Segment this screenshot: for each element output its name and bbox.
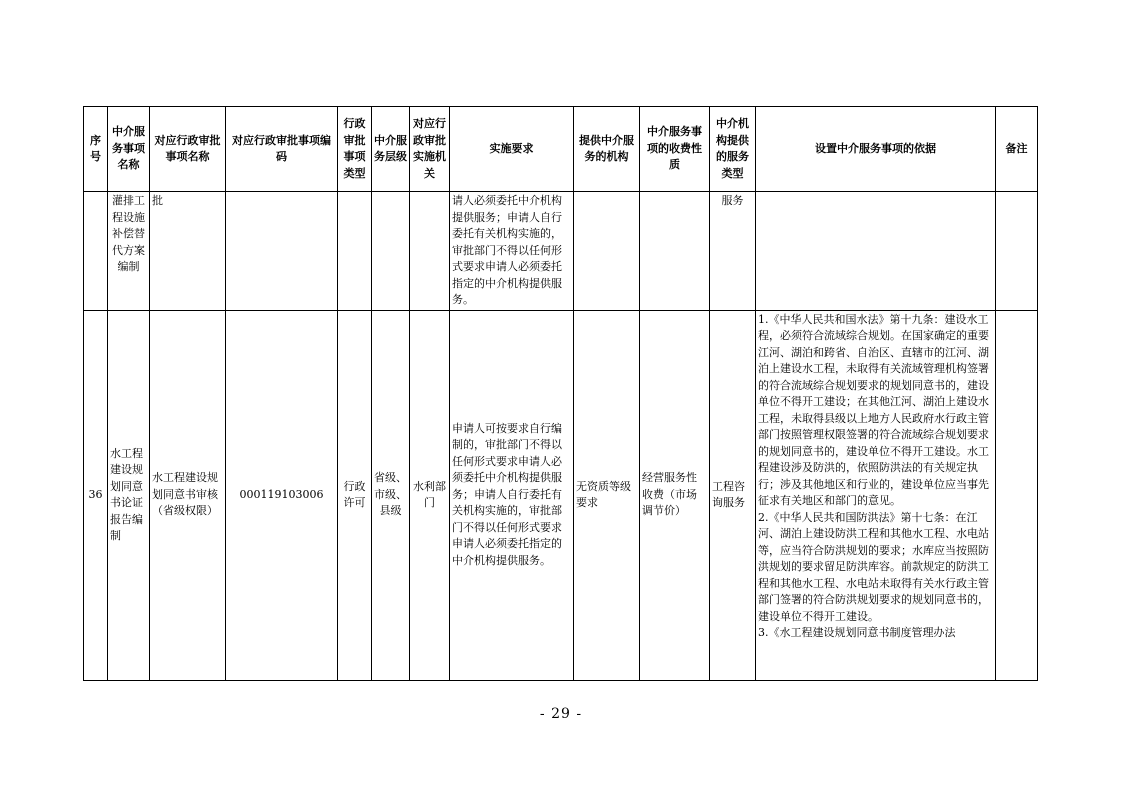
table-row	[84, 310, 1038, 680]
cell-service-type: 工程咨询服务	[710, 310, 756, 680]
cell-basis	[756, 310, 996, 680]
cell-approval-name: 批	[150, 192, 226, 311]
cell-provider: 无资质等级要求	[574, 310, 640, 680]
cell-approval-code	[226, 192, 338, 311]
cell-authority: 水利部门	[410, 310, 450, 680]
header-approval-name: 对应行政审批事项名称	[150, 107, 226, 192]
header-basis: 设置中介服务事项的依据	[756, 107, 996, 192]
header-service-type: 中介机构提供的服务类型	[710, 107, 756, 192]
cell-index	[84, 192, 108, 311]
cell-fee-nature	[640, 192, 710, 311]
cell-service-level	[372, 192, 410, 311]
intermediary-service-table	[83, 106, 1038, 681]
header-remark: 备注	[996, 107, 1038, 192]
cell-service-name: 水工程建设规划同意书论证报告编制	[108, 310, 150, 680]
header-authority: 对应行政审批实施机关	[410, 107, 450, 192]
header-fee-nature: 中介服务事项的收费性质	[640, 107, 710, 192]
header-row	[84, 107, 1038, 192]
header-provider: 提供中介服务的机构	[574, 107, 640, 192]
header-service-name: 中介服务事项名称	[108, 107, 150, 192]
header-service-level: 中介服务层级	[372, 107, 410, 192]
cell-service-type: 服务	[710, 192, 756, 311]
page-number: - 29 -	[539, 706, 583, 722]
cell-approval-code: 000119103006	[226, 310, 338, 680]
header-index: 序号	[84, 107, 108, 192]
cell-requirements: 申请人可按要求自行编制的，审批部门不得以任何形式要求申请人必须委托中介机构提供服务；申请人自行委托有关机构实施的，审批部门不得以任何形式要求申请人必须委托指定的中介机构提供服务。	[450, 310, 574, 680]
header-approval-type: 行政审批事项类型	[338, 107, 372, 192]
cell-service-name: 灌排工程设施补偿替代方案编制	[108, 192, 150, 311]
cell-approval-type	[338, 192, 372, 311]
cell-approval-type: 行政许可	[338, 310, 372, 680]
cell-service-level: 省级、市级、县级	[372, 310, 410, 680]
cell-authority	[410, 192, 450, 311]
cell-remark	[996, 192, 1038, 311]
cell-requirements: 请人必须委托中介机构提供服务；申请人自行委托有关机构实施的，审批部门不得以任何形式要求申请人必须委托指定的中介机构提供服务。	[450, 192, 574, 311]
cell-remark	[996, 310, 1038, 680]
cell-provider	[574, 192, 640, 311]
basis-item-flood-law: 2.《中华人民共和国防洪法》第十七条：在江河、湖泊上建设防洪工程和其他水工程、水电站等，应当符合防洪规划的要求；水库应当按照防洪规划的要求留足防洪库容。前款规定的防洪工程和其他水工程、水电站未取得有关水行政主管部门签署的符合防洪规划要求的规划同意书的，建设单位不得开工建设。	[758, 510, 989, 623]
header-approval-code: 对应行政审批事项编码	[226, 107, 338, 192]
cell-basis	[756, 192, 996, 311]
cell-index: 36	[84, 310, 108, 680]
table-row	[84, 192, 1038, 311]
cell-fee-nature: 经营服务性收费（市场调节价）	[640, 310, 710, 680]
cell-approval-name: 水工程建设规划同意书审核（省级权限）	[150, 310, 226, 680]
header-requirements: 实施要求	[450, 107, 574, 192]
basis-item-management-measures: 3.《水工程建设规划同意书制度管理办法	[758, 626, 956, 639]
basis-item-water-law: 1.《中华人民共和国水法》第十九条：建设水工程，必须符合流域综合规划。在国家确定的重要江河、湖泊和跨省、自治区、直辖市的江河、湖泊上建设水工程，未取得有关流域管理机构签署的符合流域综合规划要求的规划同意书的，建设单位不得开工建设；在其他江河、湖泊上建设水工程，未取得县级以上地方人民政府水行政主管部门按照管理权限签署的符合流域综合规划要求的规划同意书的，建设单位不得开工建设。水工程建设涉及防洪的，依照防洪法的有关规定执行；涉及其他地区和行业的，建设单位应当事先征求有关地区和部门的意见。	[758, 312, 989, 507]
